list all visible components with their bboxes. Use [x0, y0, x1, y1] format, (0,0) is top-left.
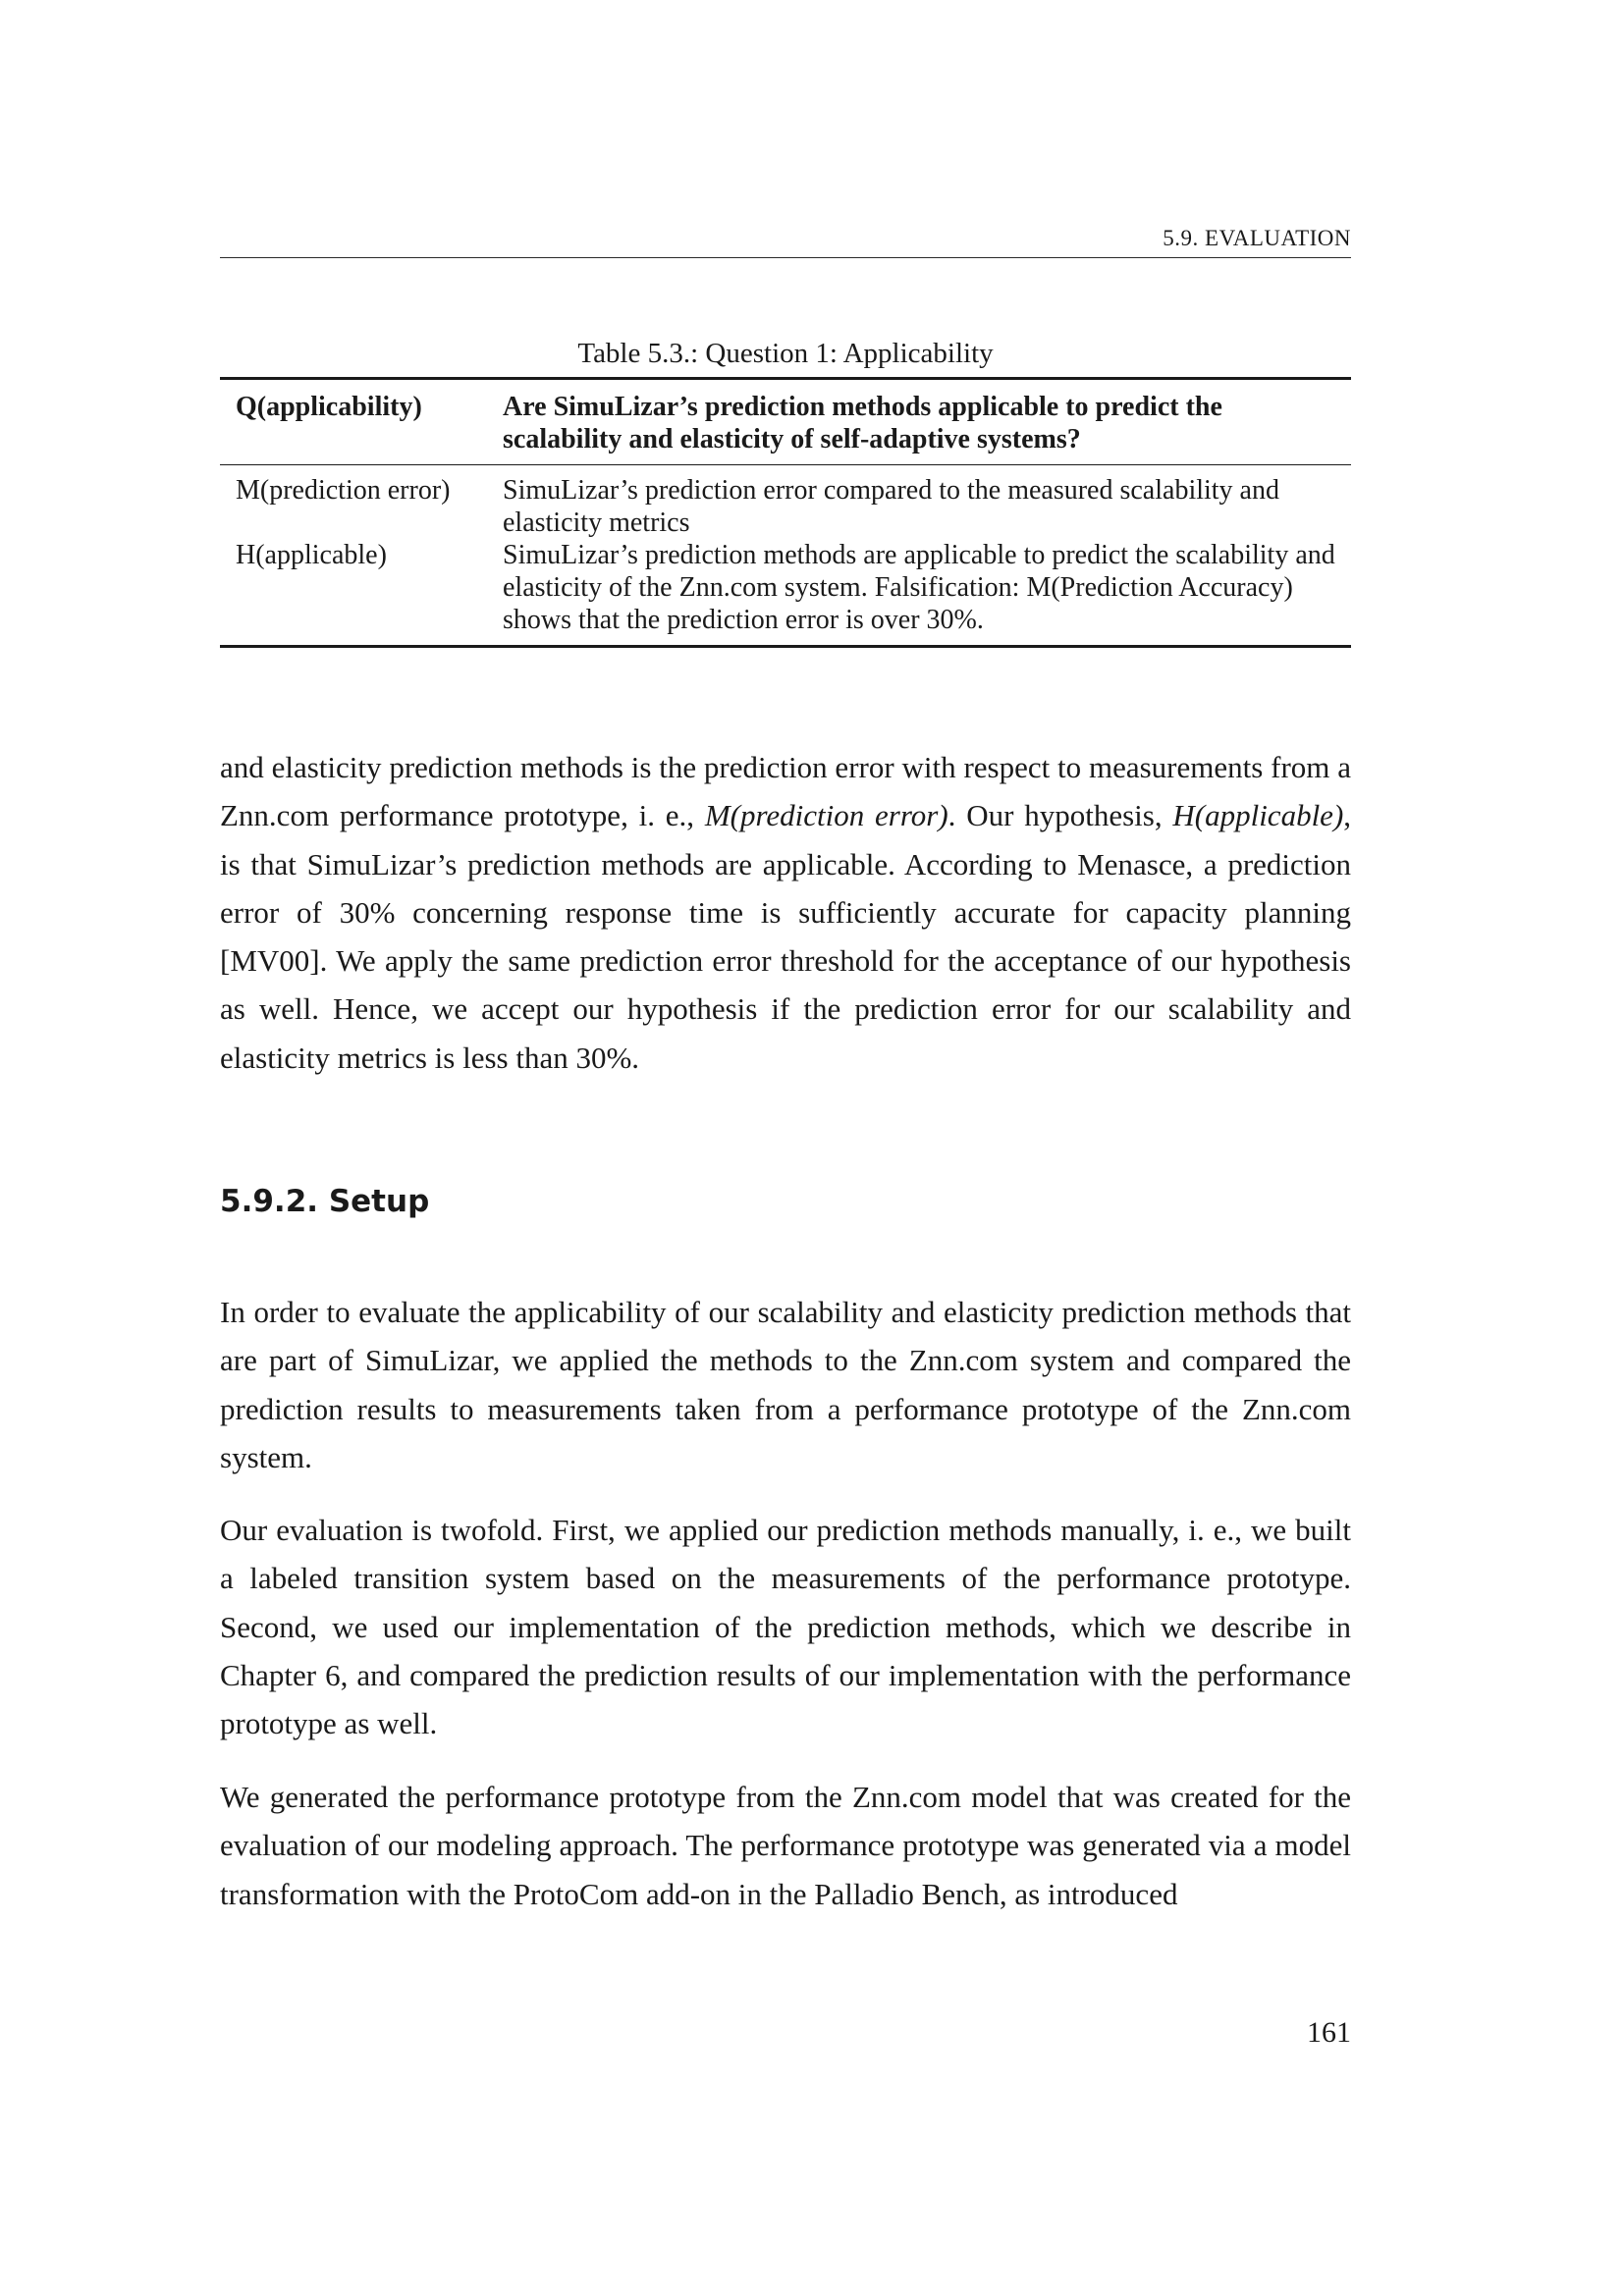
table-row-label-hypothesis: H(applicable) [236, 540, 387, 570]
table-header-row [220, 379, 1351, 465]
running-header [220, 222, 1351, 258]
page-number: 161 [1307, 2016, 1351, 2049]
paragraph-prediction-error-part2: . Our hypothesis, [947, 798, 1173, 833]
paragraph-prediction-error-part1: and elasticity prediction methods is the prediction error with respect to measurements from a Znn.com performance prototype, i. e., [220, 750, 1351, 833]
table-row-text-metric: SimuLizar’s prediction error compared to the measured scalability and elasticity metrics [503, 475, 1279, 538]
paragraph-prediction-error-part3: , is that SimuLizar’s prediction methods are applicable. According to Menasce, a prediction error of 30% concerning response time is sufficiently accurate for capacity planning [MV00]. We apply the same prediction error threshold for the acceptance of our hypothesis as well. Hence, we accept our hypothesis if the prediction error for our scalability and elasticity metrics is less than 30%. [220, 798, 1352, 1075]
table-row [220, 539, 1351, 647]
hypothesis-term: H(applicable) [1172, 798, 1344, 833]
running-header-text: 5.9. EVALUATION [1163, 226, 1351, 250]
table-header-question: Are SimuLizar’s prediction methods applicable to predict the scalability and elasticity of self-adaptive systems? [503, 392, 1222, 454]
metric-term: M(prediction error) [704, 798, 948, 833]
table-caption: Table 5.3.: Question 1: Applicability [577, 338, 994, 369]
question-table [220, 377, 1351, 648]
paragraph-prediction-error [220, 743, 1351, 1082]
table-row-label-metric: M(prediction error) [236, 475, 451, 506]
table-header-label: Q(applicability) [236, 392, 422, 422]
paragraph-performance-prototype: We generated the performance prototype from the Znn.com model that was created for the evaluation of our modeling approach. The performance prototype was generated via a model transformation with the ProtoCom add-on in the Palladio Bench, as introduced [220, 1780, 1351, 1911]
table-row-text-hypothesis: SimuLizar’s prediction methods are applicable to predict the scalability and elasticity of the Znn.com system. Falsification: M(Prediction Accuracy) shows that the prediction error is over 30%. [503, 540, 1335, 635]
paragraph-evaluation-twofold: Our evaluation is twofold. First, we applied our prediction methods manually, i. e., we built a labeled transition system based on the measurements of the performance prototype. Second, we used our implementation of the prediction methods, which we describe in Chapter 6, and compared the prediction results of our implementation with the performance prototype as well. [220, 1513, 1351, 1741]
table-row [220, 465, 1351, 540]
section-heading-setup: 5.9.2. Setup [220, 1184, 430, 1219]
paragraph-setup-intro: In order to evaluate the applicability of our scalability and elasticity prediction methods that are part of SimuLizar, we applied the methods to the Znn.com system and compared the prediction results to measurements taken from a performance prototype of the Znn.com system. [220, 1295, 1351, 1474]
